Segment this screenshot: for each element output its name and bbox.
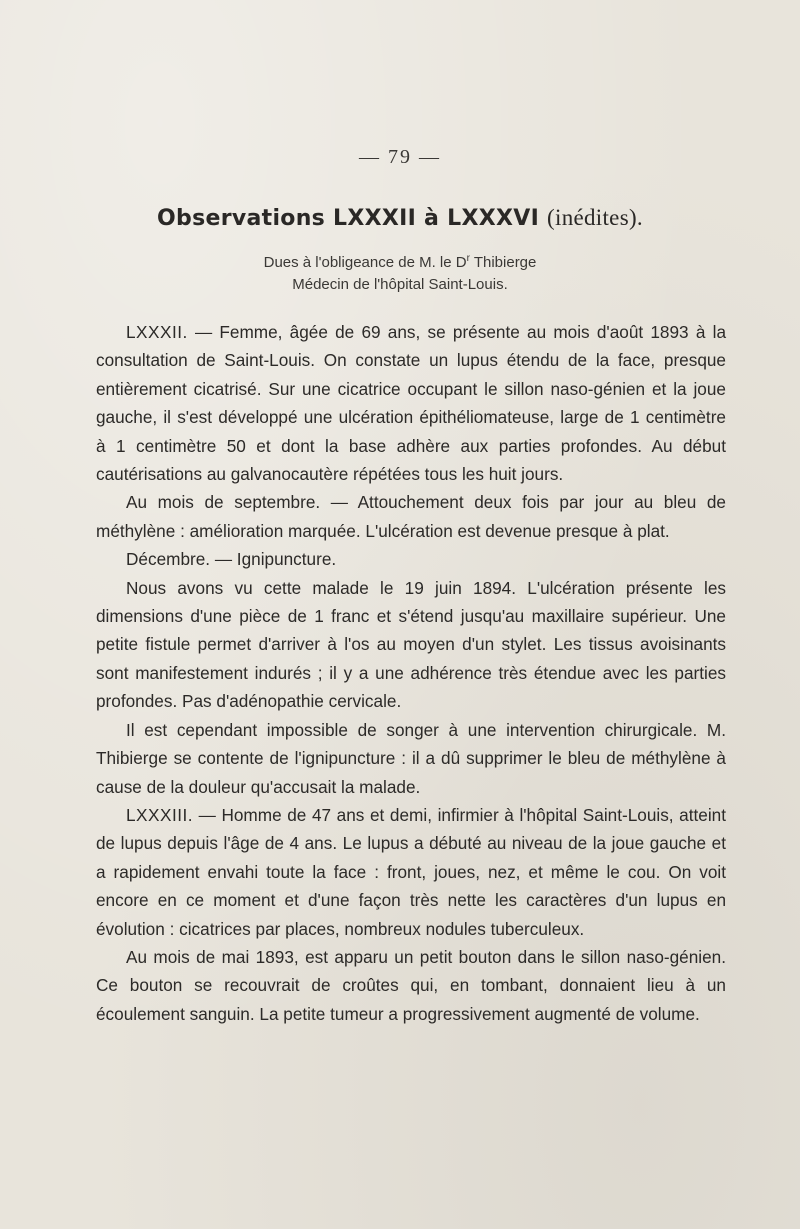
- credit-line-2: Médecin de l'hôpital Saint-Louis.: [292, 276, 508, 293]
- paragraph-text: Il est cependant impossible de songer à une intervention chirurgicale. M. Thibierge se contente de l'ignipuncture : il a dû supprimer le bleu de méthylène à cause de la douleur qu'accusait la malade.: [96, 719, 726, 797]
- paragraph: [96, 801, 726, 943]
- page-number: — 79 —: [359, 146, 441, 168]
- paragraph: [96, 716, 726, 801]
- paragraph-text: — Homme de 47 ans et demi, infirmier à l'hôpital Saint-Louis, atteint de lupus depuis l'âge de 4 ans. Le lupus a débuté au niveau de la joue gauche et a rapidement envahi toute la face : front, joues, nez, et même le cou. On voit encore en ce moment et d'une façon très nette les caractères d'un lupus en évolution : cicatrices par places, nombreux nodules tuberculeux.: [96, 804, 726, 939]
- credit-sup: r: [466, 253, 470, 264]
- case-number: LXXXIII.: [126, 804, 194, 825]
- paragraph-text: Nous avons vu cette malade le 19 juin 1894. L'ulcération présente les dimensions d'une pièce de 1 franc et s'étend jusqu'au maxillaire supérieur. Une petite fistule permet d'arriver à l'os au moyen d'un stylet. Les tissus avoisinants sont manifestement indurés ; il y a une adhérence très étendue avec les parties profondes. Pas d'adénopathie cervicale.: [96, 577, 726, 712]
- body-text: [96, 318, 726, 1028]
- paragraph-text: — Femme, âgée de 69 ans, se présente au mois d'août 1893 à la consultation de Saint-Louis. On constate un lupus étendu de la face, presque entièrement cicatrisé. Sur une cicatrice occupant le sillon naso-génien et la joue gauche, il s'est développé une ulcération épithéliomateuse, large de 1 centimètre à 1 centimètre 50 et dont la base adhère aux parties profondes. Au début cautérisations au galvanocautère répétées tous les huit jours.: [96, 322, 726, 485]
- paragraph: [96, 574, 726, 716]
- section-title-main: Observations LXXXII à LXXXVI: [157, 206, 540, 231]
- credit-suffix: Thibierge: [469, 254, 537, 271]
- paragraph: [96, 545, 726, 573]
- credit-prefix: Dues à l'obligeance de M. le D: [263, 254, 467, 271]
- paragraph: [96, 318, 726, 488]
- section-title-sub: (inédites).: [547, 205, 643, 230]
- credit-line-1: [0, 254, 800, 271]
- paragraph: [96, 488, 726, 545]
- paragraph-text: Décembre. — Ignipuncture.: [126, 549, 337, 570]
- section-title: [0, 205, 800, 231]
- paragraph-text: Au mois de septembre. — Attouchement deux fois par jour au bleu de méthylène : amélioration marquée. L'ulcération est devenue presque à plat.: [96, 492, 726, 541]
- case-number: LXXXII.: [126, 322, 188, 342]
- paragraph: [96, 943, 726, 1028]
- paragraph-text: Au mois de mai 1893, est apparu un petit bouton dans le sillon naso-génien. Ce bouton se recouvrait de croûtes qui, en tombant, donnaient lieu à un écoulement sanguin. La petite tumeur a progressivement augmenté de volume.: [96, 946, 726, 1024]
